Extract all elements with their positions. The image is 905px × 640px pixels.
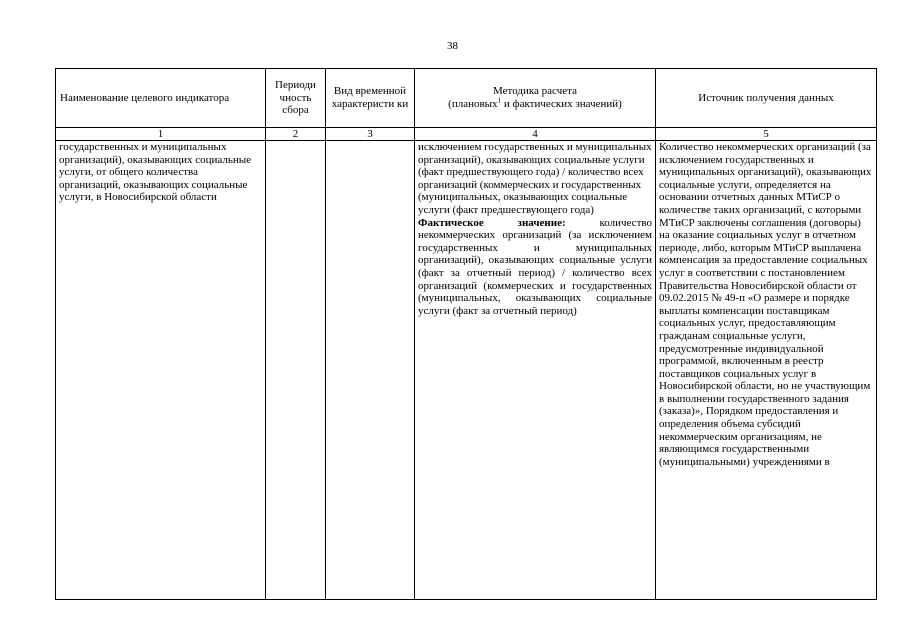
column-number: 5 bbox=[656, 128, 877, 141]
actual-value-label: Фактическое значение: bbox=[418, 216, 566, 229]
method-actual-text bbox=[418, 217, 652, 318]
column-number: 2 bbox=[266, 128, 326, 141]
periodicity-cell bbox=[266, 141, 326, 600]
method-planned-text: исключением государственных и муниципальных организаций), оказывающих социальные услуги (факт предшествующего года) / количество всех организаций (коммерческих и государственных (муниципальных, оказывающих социальные услуги (факт предшествующего года) bbox=[418, 141, 652, 216]
header-periodicity: Периоди чность сбора bbox=[266, 69, 326, 128]
calculation-method-cell bbox=[415, 141, 656, 600]
table-header-row bbox=[56, 69, 877, 128]
header-method-planned: (плановых bbox=[448, 98, 498, 110]
header-method-line2 bbox=[417, 98, 653, 111]
table-row bbox=[56, 141, 877, 600]
column-number: 4 bbox=[415, 128, 656, 141]
footnote-marker: 1 bbox=[497, 96, 502, 105]
header-data-source: Источник получения данных bbox=[656, 69, 877, 128]
actual-value-formula: количество некоммерческих организаций (за исключением государственных и муниципальных организаций), оказывающих социальные услуги (факт за отчетный период) / количество всех организаций (коммерческих и государственных (муниципальных, оказывающих социальные услуги (факт за отчетный период) bbox=[418, 216, 652, 317]
page-number: 38 bbox=[447, 40, 458, 52]
header-calculation-method bbox=[415, 69, 656, 128]
column-number: 1 bbox=[56, 128, 266, 141]
header-method-line1: Методика расчета bbox=[493, 85, 577, 98]
header-method-actual: и фактических значений) bbox=[501, 98, 622, 110]
header-time-characteristic: Вид временной характеристи ки bbox=[326, 69, 415, 128]
time-characteristic-cell bbox=[326, 141, 415, 600]
header-indicator-name: Наименование целевого индикатора bbox=[56, 69, 266, 128]
column-number-row bbox=[56, 128, 877, 141]
indicator-name-cell: государственных и муниципальных организаций), оказывающих социальные услуги, от общего количества организаций, оказывающих социальные услуги, в Новосибирской области bbox=[56, 141, 266, 600]
data-source-cell: Количество некоммерческих организаций (за исключением государственных и муниципальных организаций), оказывающих социальные услуги, определяется на основании отчетных данных МТиСР о количестве таких организаций, с которыми МТиСР заключены соглашения (договоры) на оказание социальных услуг в отчетном периоде, либо, которым МТиСР выплачена компенсация за предоставление социальных услуг в соответствии с постановлением Правительства Новосибирской области от 09.02.2015 № 49-п «О размере и порядке выплаты компенсации поставщикам социальных услуг, предоставляющим гражданам социальные услуги, предусмотренные индивидуальной программой, включенным в реестр поставщиков социальных услуг в Новосибирской области, но не участвующим в выполнении государственного задания (заказа)», Порядком предоставления и определения объема субсидий некоммерческим организациям, не являющимся государственными (муниципальными) учреждениями в bbox=[656, 141, 877, 600]
indicator-table bbox=[55, 68, 877, 600]
column-number: 3 bbox=[326, 128, 415, 141]
